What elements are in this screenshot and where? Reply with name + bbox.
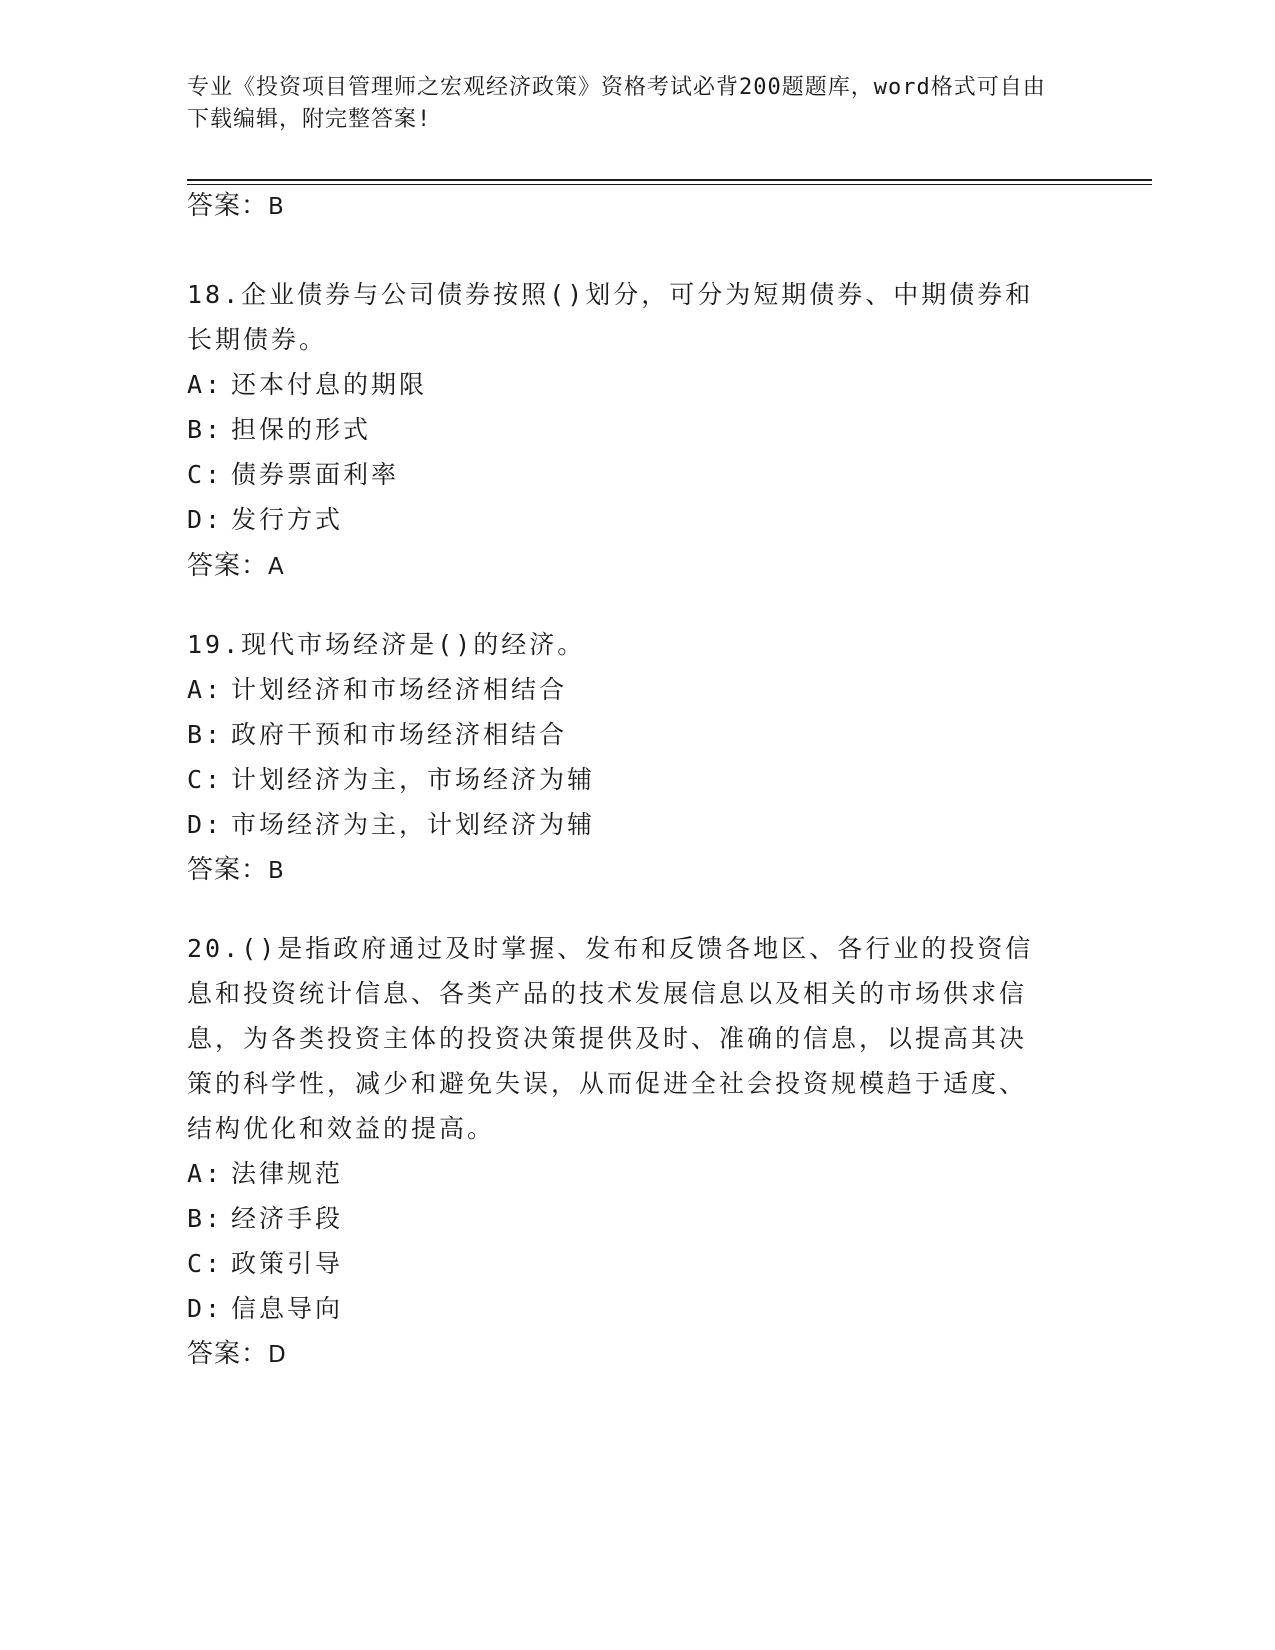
option-c: C: 政策引导 bbox=[187, 1249, 344, 1278]
option-b: B: 政府干预和市场经济相结合 bbox=[187, 720, 568, 749]
question-text: 19.现代市场经济是()的经济。 bbox=[187, 630, 586, 659]
answer-line-17 bbox=[187, 188, 285, 225]
option-a: A: 法律规范 bbox=[187, 1159, 344, 1188]
option-b: B: 担保的形式 bbox=[187, 415, 372, 444]
option-c: C: 债券票面利率 bbox=[187, 460, 400, 489]
question-text: 18.企业债券与公司债券按照()划分，可分为短期债券、中期债券和长期债券。 bbox=[187, 280, 1034, 354]
answer-value: A bbox=[268, 554, 285, 580]
document-header: 专业《投资项目管理师之宏观经济政策》资格考试必背200题题库，word格式可自由下载编辑，附完整答案! bbox=[187, 75, 1046, 132]
option-a: A: 还本付息的期限 bbox=[187, 370, 428, 399]
answer-label: 答案： bbox=[187, 551, 269, 581]
question-18 bbox=[187, 272, 1047, 542]
answer-line-18 bbox=[187, 548, 285, 585]
answer-line-19 bbox=[187, 852, 285, 889]
question-19 bbox=[187, 622, 1087, 847]
answer-line-20 bbox=[187, 1336, 287, 1373]
answer-value: B bbox=[268, 858, 285, 884]
question-text: 20.()是指政府通过及时掌握、发布和反馈各地区、各行业的投资信息和投资统计信息、各类产品的技术发展信息以及相关的市场供求信息，为各类投资主体的投资决策提供及时、准确的信息，以提高其决策的科学性，减少和避免失误，从而促进全社会投资规模趋于适度、结构优化和效益的提高。 bbox=[187, 934, 1034, 1143]
header-divider-thick bbox=[187, 179, 1152, 181]
option-d: D: 发行方式 bbox=[187, 505, 344, 534]
answer-label: 答案： bbox=[187, 1339, 269, 1369]
answer-value: B bbox=[268, 194, 285, 220]
header-divider-thin bbox=[187, 184, 1152, 185]
option-c: C: 计划经济为主，市场经济为辅 bbox=[187, 765, 596, 794]
option-d: D: 信息导向 bbox=[187, 1294, 344, 1323]
answer-label: 答案： bbox=[187, 191, 269, 221]
question-20 bbox=[187, 926, 1047, 1331]
answer-value: D bbox=[268, 1342, 287, 1368]
option-d: D: 市场经济为主，计划经济为辅 bbox=[187, 810, 596, 839]
option-b: B: 经济手段 bbox=[187, 1204, 344, 1233]
answer-label: 答案： bbox=[187, 855, 269, 885]
option-a: A: 计划经济和市场经济相结合 bbox=[187, 675, 568, 704]
